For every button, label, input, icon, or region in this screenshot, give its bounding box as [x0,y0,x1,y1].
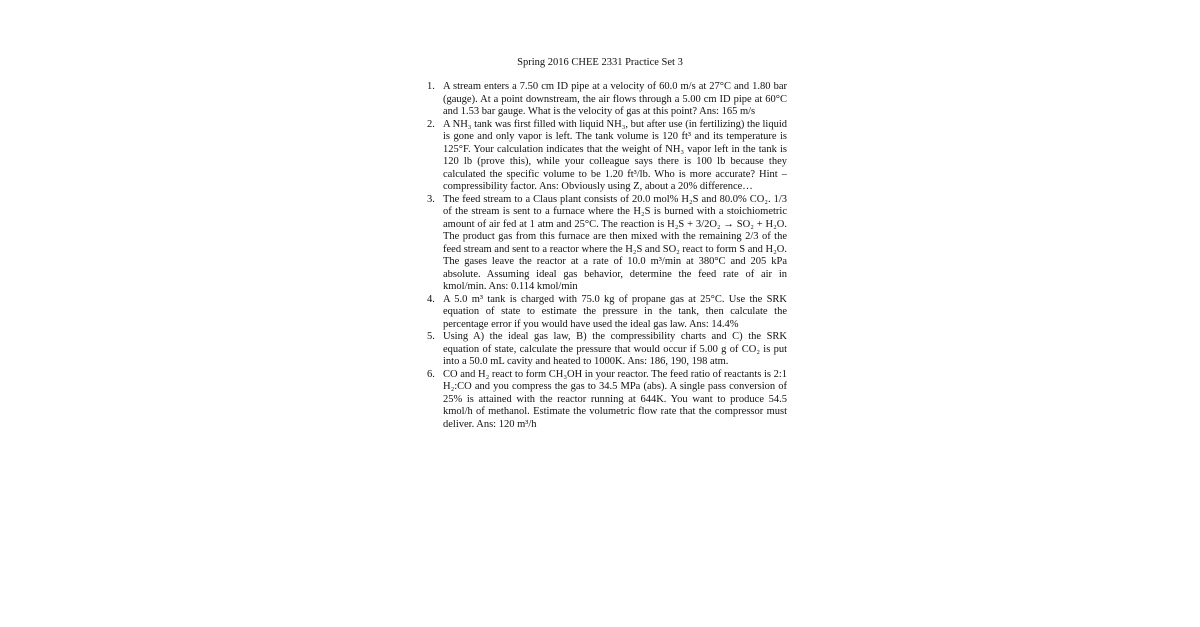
problem-item [425,331,787,369]
problem-list [425,81,787,431]
problem-text: The feed stream to a Claus plant consists of 20.0 mol% H₂S and 80.0% CO₂. 1/3 of the stream is sent to a furnace where the H₂S is burned with a stoichiometric amount of air fed at 1 atm and 25°C. The reaction is H₂S + 3/2O₂ → SO₂ + H₂O. The product gas from this furnace are then mixed with the remaining 2/3 of the feed stream and sent to a reactor where the H₂S and SO₂ react to form S and H₂O. The gases leave the reactor at a rate of 10.0 m³/min at 380°C and 205 kPa absolute. Assuming ideal gas behavior, determine the feed rate of air in kmol/min. Ans: 0.114 kmol/min [443,193,787,292]
problem-text: CO and H₂ react to form CH₃OH in your reactor. The feed ratio of reactants is 2:1 H₂:CO and you compress the gas to 34.5 MPa (abs). A single pass conversion of 25% is attained with the reactor running at 644K. You want to produce 54.5 kmol/h of methanol. Estimate the volumetric flow rate that the compressor must deliver. Ans: 120 m³/h [443,368,787,430]
problem-number: 4. [427,293,435,305]
problem-number: 3. [427,193,435,205]
problem-item [425,369,787,432]
problem-text: Using A) the ideal gas law, B) the compressibility charts and C) the SRK equation of state, calculate the pressure that would occur if 5.00 g of CO₂ is put into a 50.0 mL cavity and heated to 1000K. Ans: 186, 190, 198 atm. [443,331,787,367]
problem-text: A stream enters a 7.50 cm ID pipe at a velocity of 60.0 m/s at 27°C and 1.80 bar (gauge). At a point downstream, the air flows through a 5.00 cm ID pipe at 60°C and 1.53 bar gauge. What is the velocity of gas at this point? Ans: 165 m/s [443,81,787,117]
problem-text: A NH₃ tank was first filled with liquid NH₃, but after use (in fertilizing) the liquid is gone and only vapor is left. The tank volume is 120 ft³ and its temperature is 125°F. Your calculation indicates that the weight of NH₃ vapor left in the tank is 120 lb (prove this), while your colleague says there is 100 lb because they calculated the specific volume to be 1.20 ft³/lb. Who is more accurate? Hint – compressibility factor. Ans: Obviously using Z, about a 20% difference… [443,118,787,192]
problem-number: 6. [427,368,435,380]
problem-text: A 5.0 m³ tank is charged with 75.0 kg of propane gas at 25°C. Use the SRK equation of state to estimate the pressure in the tank, then calculate the percentage error if you would have used the ideal gas law. Ans: 14.4% [443,293,787,330]
problem-item [425,81,787,119]
document-title: Spring 2016 CHEE 2331 Practice Set 3 [517,57,683,68]
problem-item [425,294,787,332]
problem-item [425,119,787,194]
problem-number: 2. [427,118,435,130]
problem-item [425,194,787,294]
problem-number: 5. [427,331,435,342]
problem-number: 1. [427,81,435,92]
